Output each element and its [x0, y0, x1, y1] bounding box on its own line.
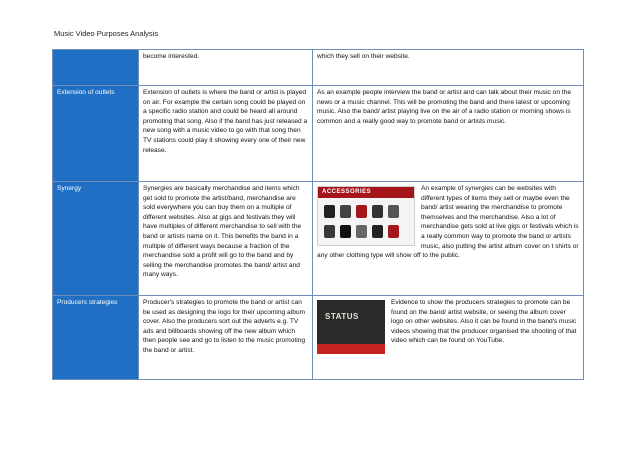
album-cover-band: [317, 344, 385, 354]
document-title: Music Video Purposes Analysis: [54, 29, 159, 38]
row-example: [313, 296, 584, 380]
shirt-icon: [388, 205, 399, 218]
table-row: [53, 182, 584, 296]
shirt-icon: [324, 205, 335, 218]
shirt-icon: [388, 225, 399, 238]
row-label: Synergy: [53, 182, 139, 296]
row-example: which they sell on their website.: [313, 50, 584, 86]
table-row: [53, 50, 584, 86]
shirt-icon: [356, 225, 367, 238]
row-description: Producer's strategies to promote the band or artist can be used as designing the logo for their upcoming album cover. Also the producers sort out the adverts e.g. TV ads and billboards showing off the new album which then people see and go to listen to the music promoting the band or artist.: [139, 296, 313, 380]
album-cover-text: STATUS: [325, 312, 359, 321]
shirt-icon: [340, 205, 351, 218]
row-description: become interested.: [139, 50, 313, 86]
merch-banner-label: ACCESSORIES: [322, 189, 372, 195]
row-example: As an example people interview the band or artist and can talk about their music on the news or a music channel. This will be promoting the band and there latest or upcoming music. Also the band/ artist playing live on the air of a radio station or morning shows is common and a really good way to promote band or artists music.: [313, 86, 584, 182]
row-example: [313, 182, 584, 296]
table-row: [53, 86, 584, 182]
row-description: Synergies are basically merchandise and items which get sold to promote the artist/band, merchandise are sold everywhere you can buy them on a multiple of different websites. Also at gigs and festivals they will have multiples of different merchandise to sell with the band or artists name on it. This benefits the band in a multiple of different ways because a fraction of the merchandise sold a profit will go to the band and by selling the merchandise promotes the band/ artist and many ways.: [139, 182, 313, 296]
shirt-icon: [340, 225, 351, 238]
row-example-text: Evidence to show the producers strategies to promote can be found on the band/ artist website, or seeing the album cover logo on other websites. Also it can be found in the band's music videos showing that the producer organised the shooting of that video which can be found on YouTube.: [391, 299, 577, 345]
row-label: [53, 50, 139, 86]
shirt-icon: [356, 205, 367, 218]
album-cover-image: [317, 300, 385, 354]
merch-banner: [318, 187, 414, 198]
shirt-icon: [372, 205, 383, 218]
shirt-icon: [324, 225, 335, 238]
row-description: Extension of outlets is where the band or artist is played on air. For example the certain song could be played on a specific radio station and could be heard all around promoting that song. Also if the band has just released a new song with a music video to go with that song then TV stations could play it showing every one of their new release.: [139, 86, 313, 182]
shirt-icon: [372, 225, 383, 238]
analysis-table: [52, 49, 584, 380]
row-label: Producers strategies: [53, 296, 139, 380]
row-label: Extension of outlets: [53, 86, 139, 182]
merchandise-website-image: [317, 186, 415, 246]
table-row: [53, 296, 584, 380]
row-example-text: An example of synergies can be websites with different types of items they sell or maybe even the band/ artist wearing the merchandise to promote themselves and the merchandise. Also a lot of merchandise gets sold at live gigs or festivals which is a really common way to promote the band or artists music, also putting the artist album cover on t shirts or any other clothing type will show off to the public.: [317, 185, 579, 260]
